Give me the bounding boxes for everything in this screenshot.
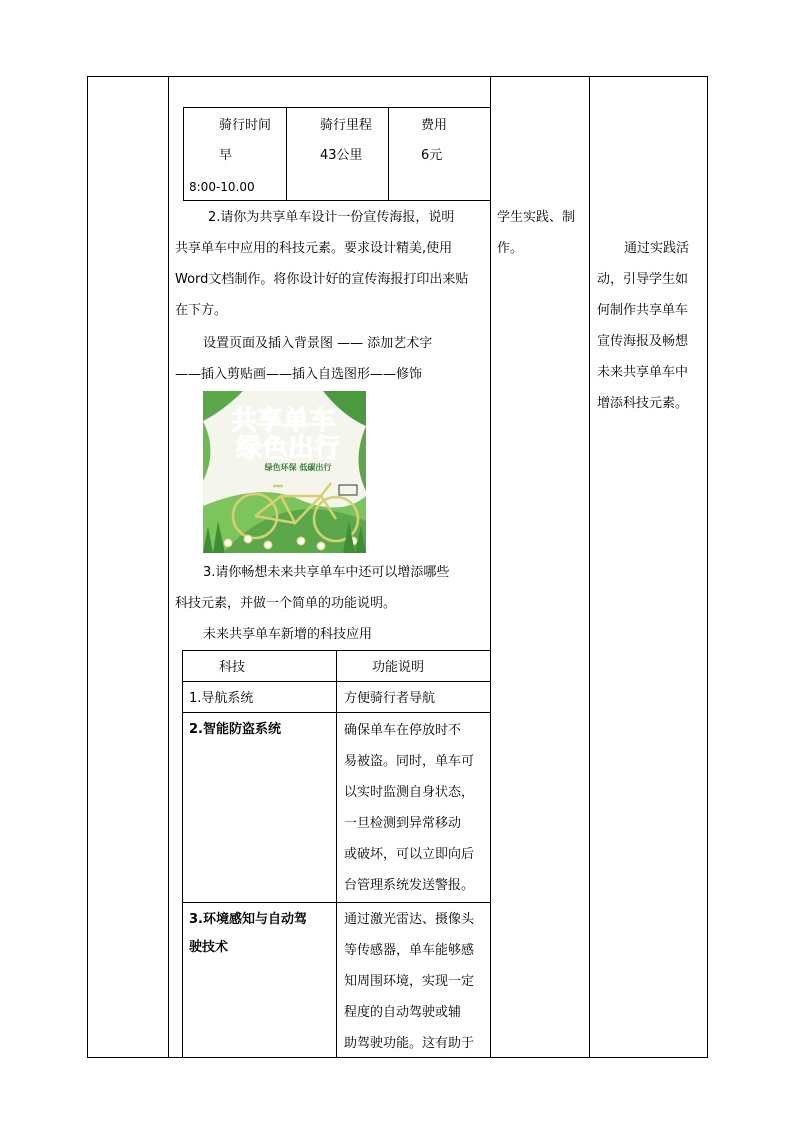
tech-row1-desc: 方便骑行者导航	[344, 691, 436, 706]
ride-distance-value: 43公里	[320, 148, 363, 163]
ride-header-cost: 费用	[421, 118, 448, 133]
ride-header-distance: 骑行里程	[320, 118, 373, 133]
tech-row3-desc-4: 程度的自动驾驶或辅	[344, 1005, 462, 1020]
tech-row2-desc-3: 以实时监测自身状态，	[344, 785, 475, 800]
design-intent-line-5: 未来共享单车中	[597, 365, 689, 380]
design-intent-line-3: 何制作共享单车	[597, 303, 689, 318]
student-activity-line-2: 作。	[497, 241, 524, 256]
column-divider-1	[168, 76, 169, 1058]
poster-title-1: 共享单车	[230, 406, 336, 436]
task2-line-3: Word文档制作。将你设计好的宣传海报打印出来贴	[175, 272, 469, 287]
tech-row2-desc-6: 台管理系统发送警报。	[344, 878, 475, 893]
design-intent-line-4: 宣传海报及畅想	[597, 334, 689, 349]
outer-top-border	[87, 76, 708, 77]
tech-table-mid	[336, 650, 337, 1058]
ride-table-left	[183, 107, 184, 201]
ride-table-top	[183, 107, 490, 108]
task2-steps-line-1: 设置页面及插入背景图 —— 添加艺术字	[203, 336, 433, 351]
poster-image	[203, 391, 366, 553]
tech-row2-desc-2: 易被盗。同时，单车可	[344, 754, 475, 769]
ride-time-range: 8:00-10.00	[189, 180, 255, 194]
task3-caption: 未来共享单车新增的科技应用	[203, 627, 373, 642]
outer-right-border	[707, 76, 708, 1058]
task2-line-4: 在下方。	[175, 303, 228, 318]
tech-row3-name-1: 3.环境感知与自动驾	[189, 912, 307, 927]
poster-subtitle: 绿色环保 低碳出行	[264, 463, 332, 472]
tech-row3-name-2: 驶技术	[189, 940, 229, 955]
ride-table-bottom	[183, 200, 490, 201]
outer-left-border	[87, 76, 88, 1058]
task2-line-2: 共享单车中应用的科技元素。要求设计精美,使用	[175, 241, 453, 256]
student-activity-line-1: 学生实践、制	[497, 210, 576, 225]
tech-row3-desc-5: 助驾驶功能。这有助于	[344, 1036, 475, 1051]
task3-line-1: 3.请你畅想未来共享单车中还可以增添哪些	[203, 565, 450, 580]
column-divider-2	[490, 76, 491, 1058]
ride-cost-value: 6元	[421, 148, 443, 163]
design-intent-line-6: 增添科技元素。	[597, 396, 689, 411]
tech-row3-desc-2: 等传感器，单车能够感	[344, 943, 475, 958]
tech-row3-desc-1: 通过激光雷达、摄像头	[344, 912, 475, 927]
column-divider-3	[589, 76, 590, 1058]
ride-table-div2	[388, 107, 389, 201]
tech-row2-name: 2.智能防盗系统	[189, 722, 281, 737]
ride-table-div1	[286, 107, 287, 201]
task2-line-1: 2.请你为共享单车设计一份宣传海报，说明	[208, 210, 455, 225]
tech-row2-desc-4: 一旦检测到异常移动	[344, 816, 462, 831]
tech-row1-name: 1.导航系统	[189, 691, 254, 706]
task2-steps-line-2: ——插入剪贴画——插入自选图形——修饰	[175, 367, 423, 382]
tech-row2-desc-5: 或破坏，可以立即向后	[344, 847, 475, 862]
design-intent-line-1: 通过实践活	[624, 241, 690, 256]
tech-table-left	[182, 650, 183, 1058]
tech-header-tech: 科技	[219, 660, 246, 675]
tech-row3-desc-3: 知周围环境，实现一定	[344, 974, 475, 989]
ride-header-time: 骑行时间	[219, 118, 272, 133]
tech-header-desc: 功能说明	[372, 660, 425, 675]
outer-bottom-border	[87, 1057, 708, 1058]
ride-time-value: 早	[219, 148, 233, 163]
design-intent-line-2: 动，引导学生如	[597, 272, 689, 287]
poster-title-2: 绿色出行	[235, 434, 341, 464]
task3-line-2: 科技元素，并做一个简单的功能说明。	[175, 596, 397, 611]
tech-row2-desc-1: 确保单车在停放时不	[344, 723, 462, 738]
poster-graphic	[203, 391, 366, 553]
